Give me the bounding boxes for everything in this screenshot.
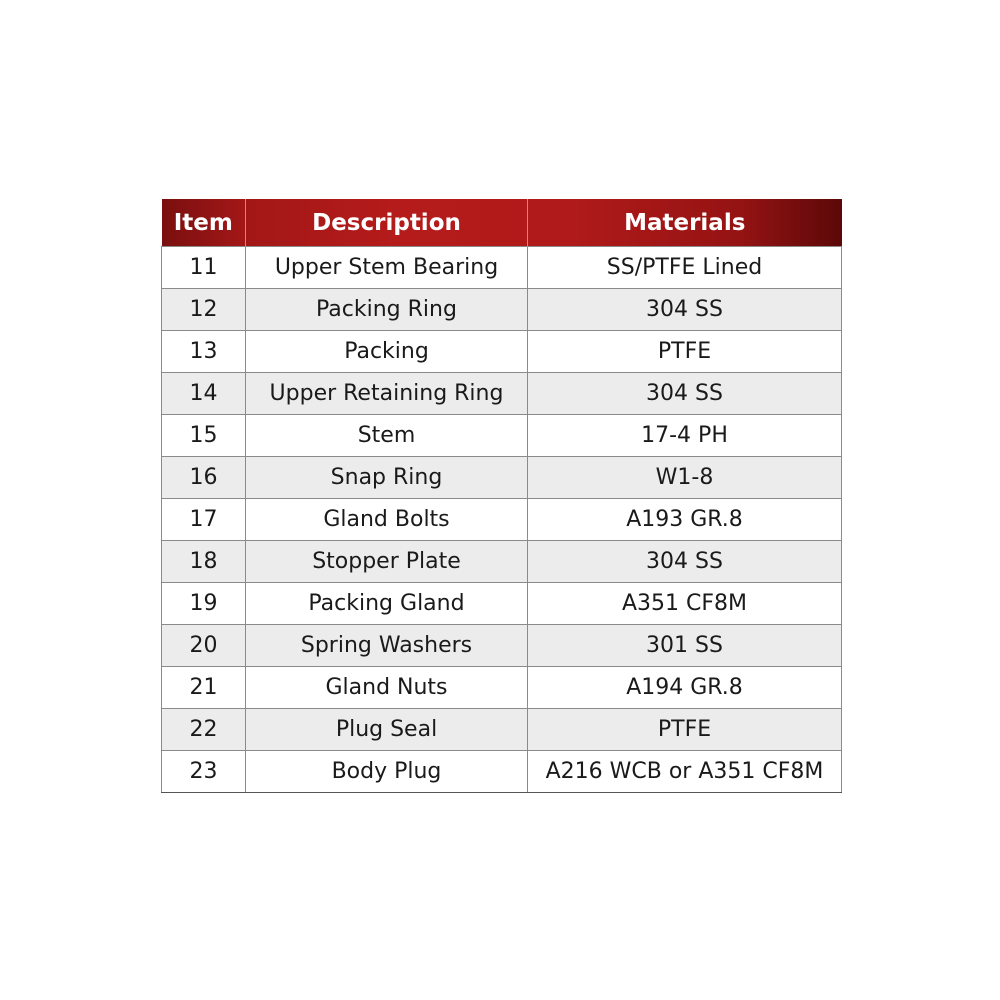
table-row [162,709,842,751]
cell-item: 13 [162,331,246,373]
cell-description: Packing Ring [246,289,528,331]
cell-description: Snap Ring [246,457,528,499]
table-row [162,331,842,373]
table-row [162,289,842,331]
header-item: Item [162,199,246,247]
cell-materials: A194 GR.8 [528,667,842,709]
cell-description: Upper Retaining Ring [246,373,528,415]
table-header [162,199,842,247]
cell-materials: PTFE [528,709,842,751]
cell-item: 15 [162,415,246,457]
cell-item: 19 [162,583,246,625]
cell-description: Plug Seal [246,709,528,751]
cell-item: 22 [162,709,246,751]
cell-item: 16 [162,457,246,499]
cell-materials: 304 SS [528,541,842,583]
cell-description: Upper Stem Bearing [246,247,528,289]
cell-description: Stem [246,415,528,457]
cell-materials: A216 WCB or A351 CF8M [528,751,842,793]
table-row [162,457,842,499]
cell-description: Stopper Plate [246,541,528,583]
cell-description: Gland Nuts [246,667,528,709]
cell-item: 23 [162,751,246,793]
table-row [162,667,842,709]
cell-materials: 301 SS [528,625,842,667]
cell-description: Body Plug [246,751,528,793]
header-row [162,199,842,247]
cell-materials: 304 SS [528,373,842,415]
table-row [162,751,842,793]
table-row [162,625,842,667]
table-row [162,373,842,415]
cell-materials: SS/PTFE Lined [528,247,842,289]
cell-description: Packing [246,331,528,373]
cell-item: 11 [162,247,246,289]
cell-materials: A193 GR.8 [528,499,842,541]
cell-materials: A351 CF8M [528,583,842,625]
table-body [162,247,842,793]
cell-item: 20 [162,625,246,667]
cell-description: Gland Bolts [246,499,528,541]
table-row [162,583,842,625]
table-row [162,247,842,289]
header-description: Description [246,199,528,247]
cell-item: 21 [162,667,246,709]
cell-materials: 304 SS [528,289,842,331]
table-row [162,415,842,457]
cell-materials: W1-8 [528,457,842,499]
table-row [162,541,842,583]
cell-item: 18 [162,541,246,583]
cell-item: 17 [162,499,246,541]
table-row [162,499,842,541]
header-materials: Materials [624,209,746,236]
cell-description: Packing Gland [246,583,528,625]
cell-materials: 17-4 PH [528,415,842,457]
cell-item: 12 [162,289,246,331]
cell-description: Spring Washers [246,625,528,667]
cell-item: 14 [162,373,246,415]
parts-materials-table [161,199,842,793]
cell-materials: PTFE [528,331,842,373]
